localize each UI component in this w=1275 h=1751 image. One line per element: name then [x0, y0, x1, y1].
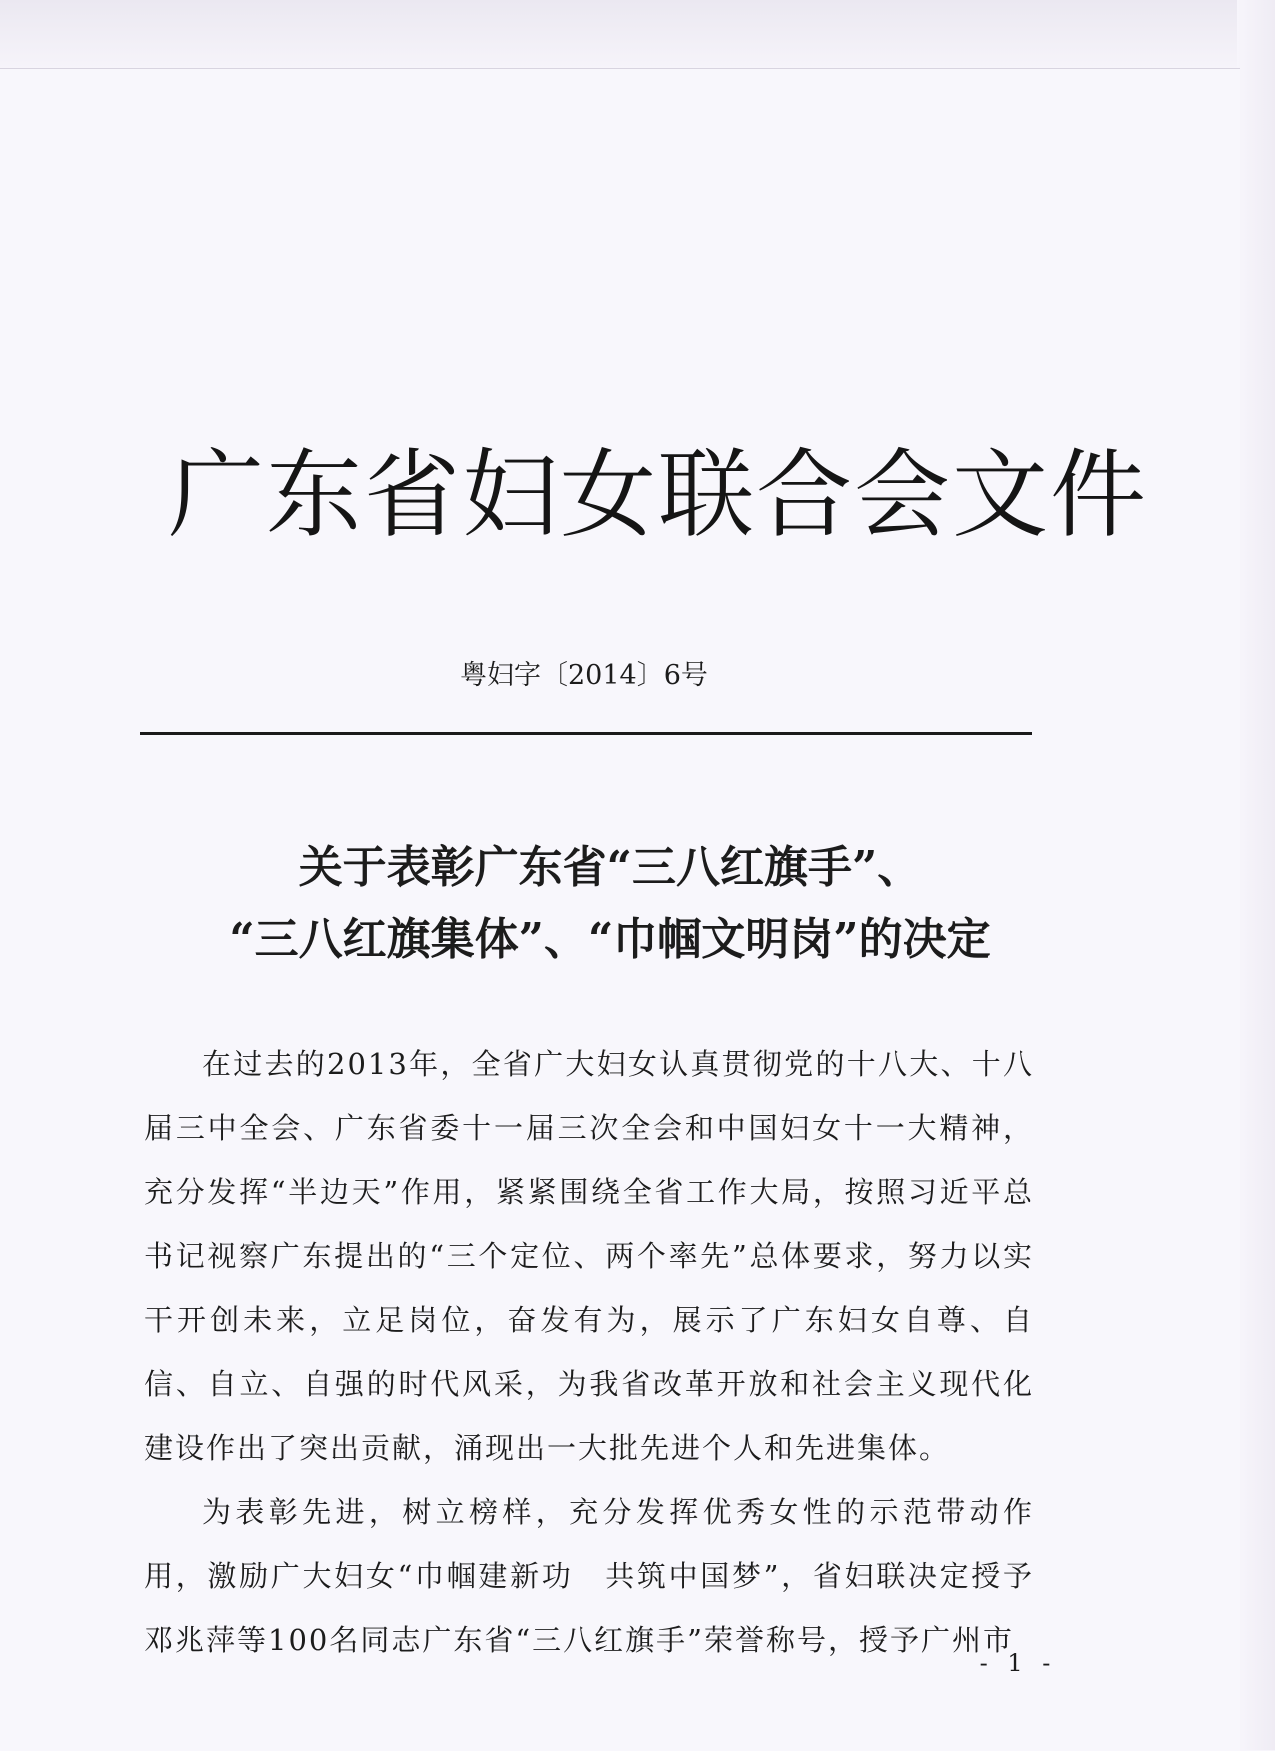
- header-separator-line: [140, 732, 1032, 735]
- body-paragraph-1: 在过去的2013年，全省广大妇女认真贯彻党的十八大、十八届三中全会、广东省委十一届三次全会和中国妇女十一大精神，充分发挥“半边天”作用，紧紧围绕全省工作大局，按照习近平总书记视察广东提出的“三个定位、两个率先”总体要求，努力以实干开创未来，立足岗位，奋发有为，展示了广东妇女自尊、自信、自立、自强的时代风采，为我省改革开放和社会主义现代化建设作出了突出贡献，涌现出一大批先进个人和先进集体。: [144, 1047, 1034, 1465]
- document-number: 粤妇字〔2014〕6号: [460, 660, 708, 691]
- decision-title-line-2: “三八红旗集体”、“巾帼文明岗”的决定: [229, 914, 991, 965]
- decision-title-line-1: 关于表彰广东省“三八红旗手”、: [298, 842, 922, 893]
- page-number: - 1 -: [979, 1649, 1057, 1677]
- document-header-title: 广东省妇女联合会文件: [168, 439, 1148, 551]
- scan-shadow: [1237, 0, 1275, 1750]
- document-body: [144, 1032, 1034, 1672]
- body-paragraph-2: 为表彰先进，树立榜样，充分发挥优秀女性的示范带动作用，激励广大妇女“巾帼建新功 共筑中国梦”，省妇联决定授予邓兆萍等100名同志广东省“三八红旗手”荣誉称号，授予广州市: [144, 1495, 1034, 1657]
- scan-edge: [0, 0, 1275, 70]
- decision-title: [150, 832, 1070, 976]
